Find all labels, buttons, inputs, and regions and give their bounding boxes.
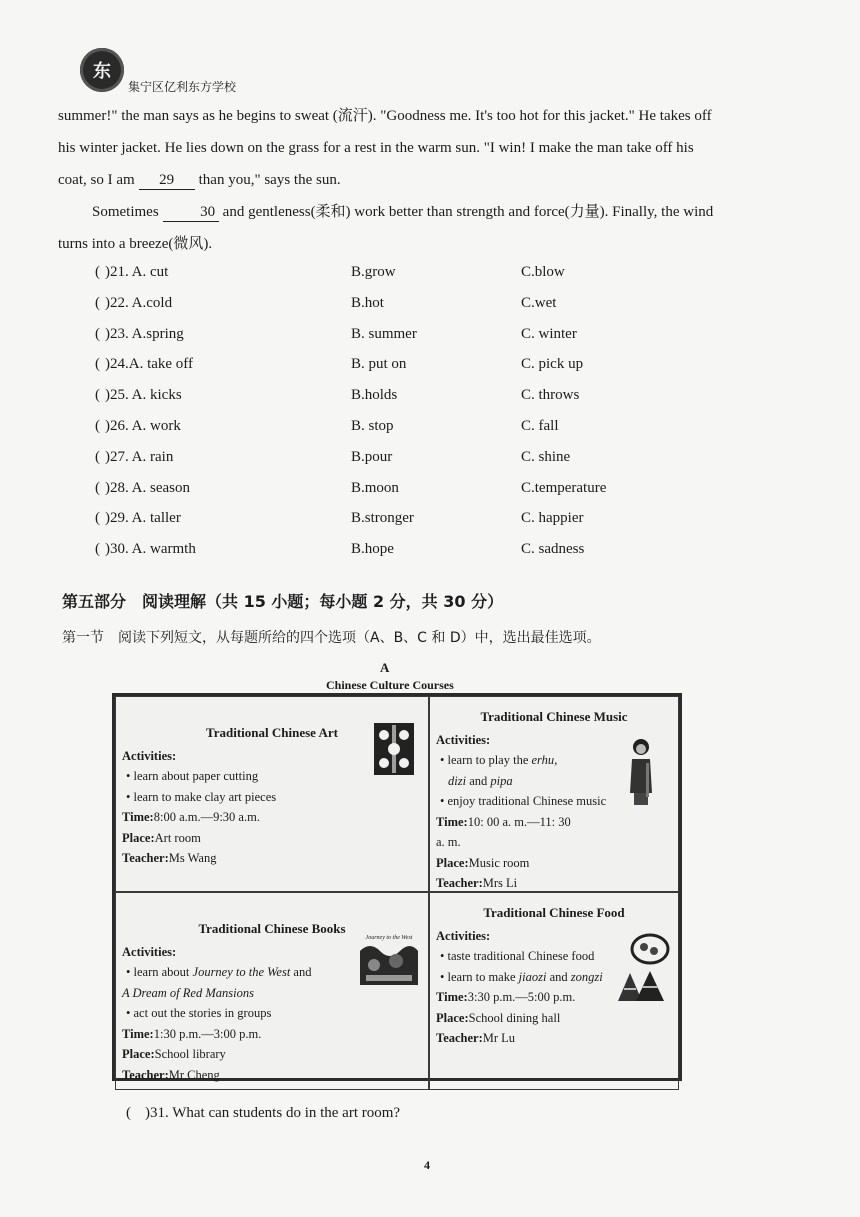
time-label: Time: — [122, 1026, 154, 1041]
activity-item: • act out the stories in groups — [126, 1006, 272, 1020]
option-a: )23. A.spring — [105, 325, 184, 342]
option-row — [95, 352, 735, 383]
place-label: Place: — [122, 1047, 155, 1061]
option-c: C.wet — [521, 294, 557, 311]
answer-bracket: ( — [126, 1105, 131, 1121]
activity-text: • learn to play the — [440, 753, 532, 767]
course-title: Traditional Chinese Music — [480, 709, 628, 724]
time-line-cont: a. m. — [436, 835, 461, 849]
answer-bracket: ( — [95, 294, 100, 311]
time-line — [122, 1024, 422, 1045]
answer-bracket: ( — [95, 448, 100, 465]
section-title: 第五部分 阅读理解（共 15 小题；每小题 2 分，共 30 分） — [62, 592, 504, 611]
time-label: Time: — [436, 814, 468, 829]
book-cover-text: Journey to the West — [365, 935, 413, 941]
option-b: B. summer — [351, 325, 417, 342]
option-a: )30. A. warmth — [105, 541, 196, 558]
course-title: Traditional Chinese Art — [206, 725, 338, 740]
option-a: )21. A. cut — [105, 264, 169, 280]
option-c: C. sadness — [521, 541, 585, 558]
option-a: )26. A. work — [105, 417, 181, 434]
option-row — [95, 537, 735, 568]
teacher-value: Mr Cheng — [168, 1067, 220, 1082]
time-label: Time: — [122, 810, 154, 824]
place-line — [436, 1008, 672, 1029]
activity-item: • taste traditional Chinese food — [440, 949, 595, 963]
activity-text: and — [546, 969, 571, 984]
course-cell-books — [115, 892, 429, 1090]
section-subtitle: 第一节 阅读下列短文，从每题所给的四个选项（A、B、C 和 D）中，选出最佳选项。 — [62, 630, 601, 646]
option-b: B.pour — [351, 448, 393, 465]
activity-text: • learn about — [126, 965, 193, 979]
option-a: )28. A. season — [105, 479, 190, 496]
passage-paragraph-2 — [58, 196, 718, 260]
place-line — [122, 1044, 422, 1065]
course-cell-art — [115, 696, 429, 892]
time-line — [122, 807, 422, 828]
teacher-value: Mr Lu — [482, 1031, 516, 1045]
option-b: B.hot — [351, 294, 384, 311]
time-value: 3:30 p.m.—5:00 p.m. — [467, 990, 576, 1004]
book-title: Journey to the West — [192, 965, 291, 979]
time-value: 8:00 a.m.—9:30 a.m. — [153, 810, 260, 824]
course-cell-music — [429, 696, 679, 892]
paper-cutting-icon — [372, 721, 416, 777]
passage-text: summer!" the man says as he begins to sweat (流汗). "Goodness me. It's too hot for this jacket." He takes off his winter jacket. He lies down on the grass for a rest in the warm sun. "I win! I make the man take off his coat, so I am — [58, 108, 712, 188]
option-b: B. put on — [351, 356, 407, 373]
option-row — [95, 445, 735, 476]
teacher-label: Teacher: — [436, 1031, 483, 1045]
option-c: C. pick up — [521, 356, 584, 373]
teacher-label: Teacher: — [122, 1067, 169, 1082]
option-b: B.moon — [351, 479, 399, 496]
answer-bracket: ( — [95, 325, 100, 342]
teacher-line — [436, 1028, 672, 1049]
option-row — [95, 260, 735, 291]
teacher-line — [436, 873, 672, 894]
option-row — [95, 383, 735, 414]
place-label: Place: — [436, 1010, 469, 1025]
answer-bracket: ( — [95, 387, 100, 404]
answer-bracket: ( — [95, 264, 100, 280]
activity-text: • learn to make — [440, 969, 519, 984]
blank-29: 29 — [139, 171, 195, 190]
time-value: 1:30 p.m.—3:00 p.m. — [153, 1026, 262, 1041]
page-number: 4 — [424, 1158, 430, 1172]
activity-text: and — [290, 965, 312, 979]
instrument-name: dizi — [448, 773, 467, 788]
place-value: Art room — [154, 830, 201, 845]
course-cell-food — [429, 892, 679, 1090]
answer-bracket: ( — [95, 510, 100, 527]
question-text: )31. What can students do in the art room? — [145, 1105, 401, 1121]
teacher-label: Teacher: — [122, 851, 169, 865]
activity-item: • learn about paper cutting — [126, 769, 259, 783]
teacher-value: Mrs Li — [482, 876, 518, 890]
option-a: )22. A.cold — [105, 294, 173, 311]
course-table — [112, 693, 682, 1081]
book-title: A Dream of Red Mansions — [122, 985, 254, 1000]
option-b: B.grow — [351, 264, 396, 280]
place-label: Place: — [436, 855, 469, 870]
option-b: B.stronger — [351, 510, 414, 527]
time-value: 10: 00 a. m.—11: 30 — [467, 814, 571, 829]
teacher-value: Ms Wang — [168, 851, 217, 865]
option-c: C. winter — [521, 325, 577, 342]
option-a: )25. A. kicks — [105, 387, 182, 404]
passage-paragraph-1 — [58, 100, 718, 196]
option-c: C. throws — [521, 387, 580, 404]
place-line — [122, 828, 422, 849]
food-name: zongzi — [570, 969, 603, 984]
option-a: )24.A. take off — [105, 356, 194, 373]
option-b: B. stop — [351, 417, 394, 434]
option-c: C.blow — [521, 264, 565, 280]
activity-item: • enjoy traditional Chinese music — [440, 794, 607, 808]
place-label: Place: — [122, 830, 155, 845]
instrument-name: pipa — [490, 773, 513, 788]
book-cover-icon — [356, 931, 422, 989]
cloze-options — [95, 260, 735, 568]
instrument-name: erhu — [531, 753, 555, 767]
answer-bracket: ( — [95, 541, 100, 558]
place-value: School library — [154, 1047, 226, 1061]
option-row — [95, 414, 735, 445]
passage-text: than you," says the sun. — [198, 172, 341, 188]
logo-glyph: 东 — [93, 61, 111, 82]
passage-label: A — [380, 660, 390, 675]
course-title: Traditional Chinese Books — [198, 921, 346, 936]
time-line — [436, 812, 672, 833]
activity-text: and — [466, 773, 491, 788]
option-b: B.hope — [351, 541, 394, 558]
passage-text: Sometimes — [92, 204, 159, 220]
teacher-label: Teacher: — [436, 876, 483, 890]
option-c: C.temperature — [521, 479, 607, 496]
teacher-line — [122, 848, 422, 869]
place-line — [436, 853, 672, 874]
teacher-line — [122, 1065, 422, 1086]
activities-label: Activities: — [436, 928, 491, 943]
question-31 — [126, 1105, 400, 1122]
blank-30: 30 — [163, 203, 219, 222]
option-row — [95, 506, 735, 537]
option-row — [95, 322, 735, 353]
course-title: Traditional Chinese Food — [483, 905, 625, 920]
activities-label: Activities: — [436, 732, 491, 747]
option-c: C. fall — [521, 417, 559, 434]
activity-text: , — [554, 753, 558, 767]
place-value: Music room — [468, 855, 530, 870]
option-row — [95, 291, 735, 322]
food-name: jiaozi — [518, 969, 547, 984]
answer-bracket: ( — [95, 356, 100, 373]
school-logo-icon — [80, 48, 124, 92]
option-a: )29. A. taller — [105, 510, 181, 527]
table-caption: Chinese Culture Courses — [326, 678, 454, 692]
time-label: Time: — [436, 990, 468, 1004]
answer-bracket: ( — [95, 479, 100, 496]
musician-icon — [626, 737, 656, 807]
option-c: C. shine — [521, 448, 571, 465]
option-c: C. happier — [521, 510, 584, 527]
answer-bracket: ( — [95, 417, 100, 434]
activity-item: • learn to make clay art pieces — [126, 789, 277, 804]
activities-label: Activities: — [122, 748, 177, 763]
place-value: School dining hall — [468, 1010, 561, 1025]
passage-text: and gentleness(柔和) work better than strength and force(力量). Finally, the wind turns into a breeze(微风). — [58, 204, 714, 252]
option-a: )27. A. rain — [105, 448, 174, 465]
food-icon — [612, 931, 672, 1005]
activities-label: Activities: — [122, 944, 177, 959]
option-b: B.holds — [351, 387, 398, 404]
option-row — [95, 476, 735, 507]
school-name: 集宁区亿利东方学校 — [128, 80, 237, 94]
